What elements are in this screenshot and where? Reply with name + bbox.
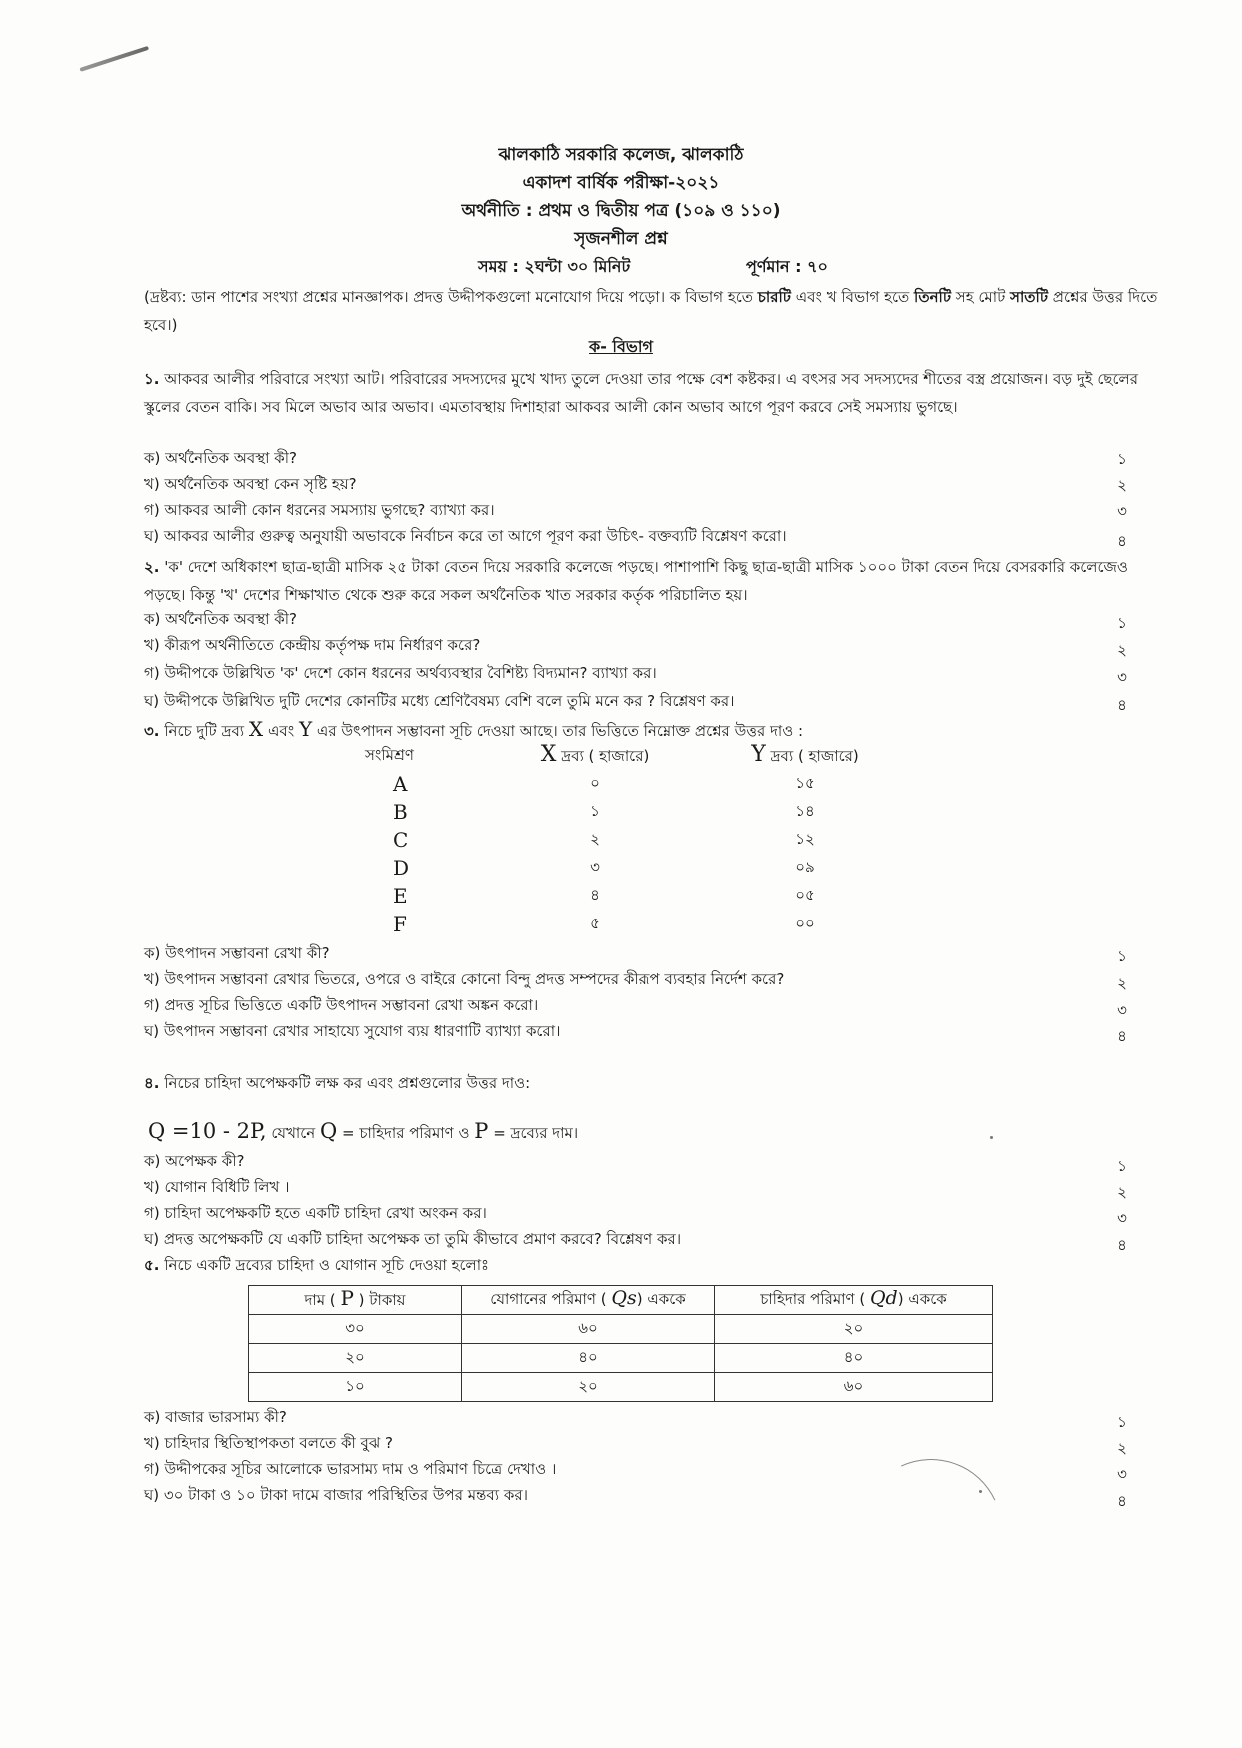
mark-value: ১ [1117,1157,1127,1175]
question-4-part-kha: খ) যোগান বিধিটি লিখ । [144,1178,290,1196]
equation-formula: Q =10 - 2P, [148,1119,267,1143]
x-symbol: X [540,742,557,767]
mark-value: ৪ [1117,532,1127,550]
time-allowed: সময় : ২ঘন্টা ৩০ মিনিট [478,257,631,276]
equation-text: = চাহিদার পরিমাণ ও [337,1124,475,1142]
mark-value: ৩ [1117,1465,1127,1483]
y-value: ১৫ [795,773,815,792]
mark-value: ৪ [1117,1492,1127,1510]
table-header-row [249,1286,993,1315]
full-marks: পূর্ণমান : ৭০ [746,257,828,276]
question-number: ২. [144,558,160,576]
demand-cell: ৬০ [715,1373,993,1402]
col-header-demand [715,1286,993,1315]
exam-title: একাদশ বার্ষিক পরীক্ষা-২০২১ [522,173,720,193]
col-header-text: দ্রব্য ( হাজারে) [556,747,650,765]
mark-value: ১ [1117,947,1127,965]
mark-value: ২ [1117,476,1127,494]
price-cell: ২০ [249,1344,462,1373]
table-row [365,910,915,938]
mark-value: ৩ [1117,1209,1127,1227]
pencil-arc-mark [840,1439,1022,1621]
table-row [365,798,915,826]
question-1-part-ga: গ) আকবর আলী কোন ধরনের সমস্যায় ভুগছে? ব্যাখ্যা কর। [144,501,495,519]
y-symbol: Y [751,742,766,767]
question-number: ৫. [144,1256,160,1274]
question-stem-text: এর উৎপাদন সম্ভাবনা সূচি দেওয়া আছে। তার ভিত্তিতে নিম্নোক্ত প্রশ্নের উত্তর দাও : [312,722,804,740]
production-possibility-table [365,742,915,938]
col-header-text: ) এককে [897,1290,947,1308]
y-value: ১৪ [795,801,815,820]
note-text: প্রশ্নের উত্তর দিতে হবে।) [144,288,1158,334]
question-stem-text: 'ক' দেশে অধিকাংশ ছাত্র-ছাত্রী মাসিক ২৫ টাকা বেতন দিয়ে সরকারি কলেজে পড়ছে। পাশাপাশি কিছু ছাত্র-ছাত্রী মাসিক ১০০০ টাকা বেতন দিয়ে বেসরকারি কলেজেও পড়ছে। কিন্তু 'খ' দেশের শিক্ষাখাত থেকে শুরু করে সকল অর্থনৈতিক খাত সরকার কর্তৃক পরিচালিত হয়। [144,558,1128,604]
combination-label: A [393,772,408,796]
instructions-note [144,283,1174,339]
question-4-part-ka: ক) অপেক্ষক কী? [144,1152,245,1170]
speck-mark [990,1136,993,1139]
question-3-stem [144,716,803,744]
good-x-symbol: X [248,717,264,741]
table-row [365,770,915,798]
question-5-part-ga: গ) উদ্দীপকের সূচির আলোকে ভারসাম্য দাম ও পরিমাণ চিত্রে দেখাও । [144,1460,557,1478]
combination-label: C [393,828,409,852]
section-title: ক- বিভাগ [589,337,653,356]
supply-cell: ৬০ [462,1315,715,1344]
question-5-part-kha: খ) চাহিদার স্থিতিস্থাপকতা বলতে কী বুঝ ? [144,1434,393,1452]
mark-value: ৪ [1117,1236,1127,1254]
equation-text: যেখানে [266,1124,321,1142]
x-value: ১ [590,801,600,820]
note-text: এবং খ বিভাগ হতে [790,288,915,306]
note-bold-four: চারটি [757,288,791,306]
question-number: ১. [144,370,160,388]
question-number: ৪. [144,1074,160,1092]
question-1-part-ka: ক) অর্থনৈতিক অবস্থা কী? [144,449,298,467]
mark-value: ২ [1117,1183,1127,1201]
col-header-y [695,742,915,770]
question-5-part-ka: ক) বাজার ভারসাম্য কী? [144,1408,287,1426]
demand-cell: ২০ [715,1315,993,1344]
p-symbol: P [474,1119,489,1143]
x-value: ২ [590,829,600,848]
mark-value: ১ [1117,1413,1127,1431]
mark-value: ২ [1117,1439,1127,1457]
col-header-text: ) টাকায় [353,1291,406,1309]
col-header-text: দাম ( [304,1291,341,1309]
note-text: সহ মোট [951,288,1011,306]
price-cell: ৩০ [249,1315,462,1344]
table-row [365,854,915,882]
mark-value: ৩ [1117,1001,1127,1019]
question-4-part-ga: গ) চাহিদা অপেক্ষকটি হতে একটি চাহিদা রেখা অংকন কর। [144,1204,487,1222]
question-1-part-kha: খ) অর্থনৈতিক অবস্থা কেন সৃষ্টি হয়? [144,475,357,493]
question-3-part-ga: গ) প্রদত্ত সূচির ভিত্তিতে একটি উৎপাদন সম্ভাবনা রেখা অঙ্কন করো। [144,996,539,1014]
question-3-part-kha: খ) উৎপাদন সম্ভাবনা রেখার ভিতরে, ওপরে ও বাইরে কোনো বিন্দু প্রদত্ত সম্পদের কীরূপ ব্যবহার নির্দেশ করে? [144,970,785,988]
question-5-stem [144,1252,489,1278]
col-header-supply [462,1286,715,1315]
mark-value: ৩ [1117,502,1127,520]
table-header-row [365,742,915,770]
demand-function-equation [148,1119,578,1147]
y-value: ০৫ [795,885,815,904]
question-stem-text: আকবর আলীর পরিবারে সংখ্যা আট। পরিবারের সদস্যদের মুখে খাদ্য তুলে দেওয়া তার পক্ষে বেশ কষ্টকর। এ বৎসর সব সদস্যদের শীতের বস্ত্র প্রয়োজন। বড় দুই ছেলের স্কুলের বেতন বাকি। সব মিলে অভাব আর অভাব। এমতাবস্থায় দিশাহারা আকবর আলী কোন অভাব আগে পূরণ করবে সেই সমস্যায় ভুগছে। [144,370,1138,416]
col-header-text: ) এককে [636,1290,686,1308]
table-row [249,1315,993,1344]
col-header-combination: সংমিশ্রণ [365,745,414,764]
supply-demand-table [248,1285,993,1402]
mark-value: ৩ [1117,668,1127,686]
x-value: ৩ [590,857,600,876]
x-value: ০ [590,773,600,792]
question-4-part-gha: ঘ) প্রদত্ত অপেক্ষকটি যে একটি চাহিদা অপেক্ষক তা তুমি কীভাবে প্রমাণ করবে? বিশ্লেষণ কর। [144,1230,682,1248]
speck-mark [979,1490,982,1493]
question-stem-text: নিচে দুটি দ্রব্য [164,722,249,740]
question-type: সৃজনশীল প্রশ্ন [574,229,668,249]
qd-symbol: Qd [869,1287,898,1309]
combination-label: E [393,884,408,908]
col-header-text: দ্রব্য ( হাজারে) [765,747,859,765]
table-row [365,882,915,910]
question-1-stem [144,365,1174,421]
question-5-part-gha: ঘ) ৩০ টাকা ও ১০ টাকা দামে বাজার পরিস্থিতির উপর মন্তব্য কর। [144,1486,528,1504]
y-value: ১২ [795,829,815,848]
question-1-part-gha: ঘ) আকবর আলীর গুরুত্ব অনুযায়ী অভাবকে নির্বাচন করে তা আগে পূরণ করা উচিৎ- বক্তব্যটি বিশ্লেষণ করো। [144,527,787,545]
y-value: ০০ [795,913,815,932]
col-header-price [249,1286,462,1315]
demand-cell: ৪০ [715,1344,993,1373]
mark-value: ২ [1117,974,1127,992]
question-2-part-ga: গ) উদ্দীপকে উল্লিখিত 'ক' দেশে কোন ধরনের অর্থব্যবস্থার বৈশিষ্ট্য বিদ্যমান? ব্যাখ্যা কর। [144,664,657,682]
note-bold-seven: সাতটি [1010,288,1049,306]
p-symbol: P [340,1286,354,1310]
college-name: ঝালকাঠি সরকারি কলেজ, ঝালকাঠি [498,145,744,165]
question-2-part-kha: খ) কীরূপ অর্থনীতিতে কেন্দ্রীয় কর্তৃপক্ষ দাম নির্ধারণ করে? [144,636,481,654]
mark-value: ৪ [1117,696,1127,714]
combination-label: F [393,912,407,936]
mark-value: ৪ [1117,1027,1127,1045]
question-3-part-ka: ক) উৎপাদন সম্ভাবনা রেখা কী? [144,944,330,962]
question-stem-text: এবং [263,722,299,740]
question-2-stem [144,553,1174,609]
x-value: ৫ [590,913,600,932]
equation-text: = দ্রব্যের দাম। [488,1124,579,1142]
col-header-text: যোগানের পরিমাণ ( [490,1290,612,1308]
col-header-text: চাহিদার পরিমাণ ( [760,1290,870,1308]
combination-label: B [393,800,408,824]
supply-cell: ২০ [462,1373,715,1402]
col-header-x [495,742,695,770]
table-row [365,826,915,854]
question-number: ৩. [144,722,160,740]
question-3-part-gha: ঘ) উৎপাদন সম্ভাবনা রেখার সাহায্যে সুযোগ ব্যয় ধারণাটি ব্যাখ্যা করো। [144,1022,561,1040]
mark-value: ১ [1117,614,1127,632]
question-2-part-ka: ক) অর্থনৈতিক অবস্থা কী? [144,610,298,628]
note-text: (দ্রষ্টব্য: ডান পাশের সংখ্যা প্রশ্নের মানজ্ঞাপক। প্রদত্ত উদ্দীপকগুলো মনোযোগ দিয়ে পড়ো। ক বিভাগ হতে [144,288,758,306]
good-y-symbol: Y [298,717,313,741]
mark-value: ২ [1117,641,1127,659]
question-4-stem [144,1070,530,1096]
subject-title: অর্থনীতি : প্রথম ও দ্বিতীয় পত্র (১০৯ ও ১১০) [461,201,781,221]
price-cell: ১০ [249,1373,462,1402]
x-value: ৪ [590,885,600,904]
question-stem-text: নিচে একটি দ্রব্যের চাহিদা ও যোগান সূচি দেওয়া হলোঃ [164,1256,490,1274]
y-value: ০৯ [795,857,815,876]
table-row [249,1344,993,1373]
combination-label: D [393,856,410,880]
question-2-part-gha: ঘ) উদ্দীপকে উল্লিখিত দুটি দেশের কোনটির মধ্যে শ্রেণিবৈষম্য বেশি বলে তুমি মনে কর ? বিশ্লেষণ কর। [144,692,735,710]
mark-value: ১ [1117,450,1127,468]
pen-stroke-mark [79,46,149,72]
qs-symbol: Qs [611,1287,637,1309]
question-stem-text: নিচের চাহিদা অপেক্ষকটি লক্ষ কর এবং প্রশ্নগুলোর উত্তর দাও: [164,1074,531,1092]
table-row [249,1373,993,1402]
q-symbol: Q [320,1119,338,1143]
supply-cell: ৪০ [462,1344,715,1373]
note-bold-three: তিনটি [914,288,952,306]
